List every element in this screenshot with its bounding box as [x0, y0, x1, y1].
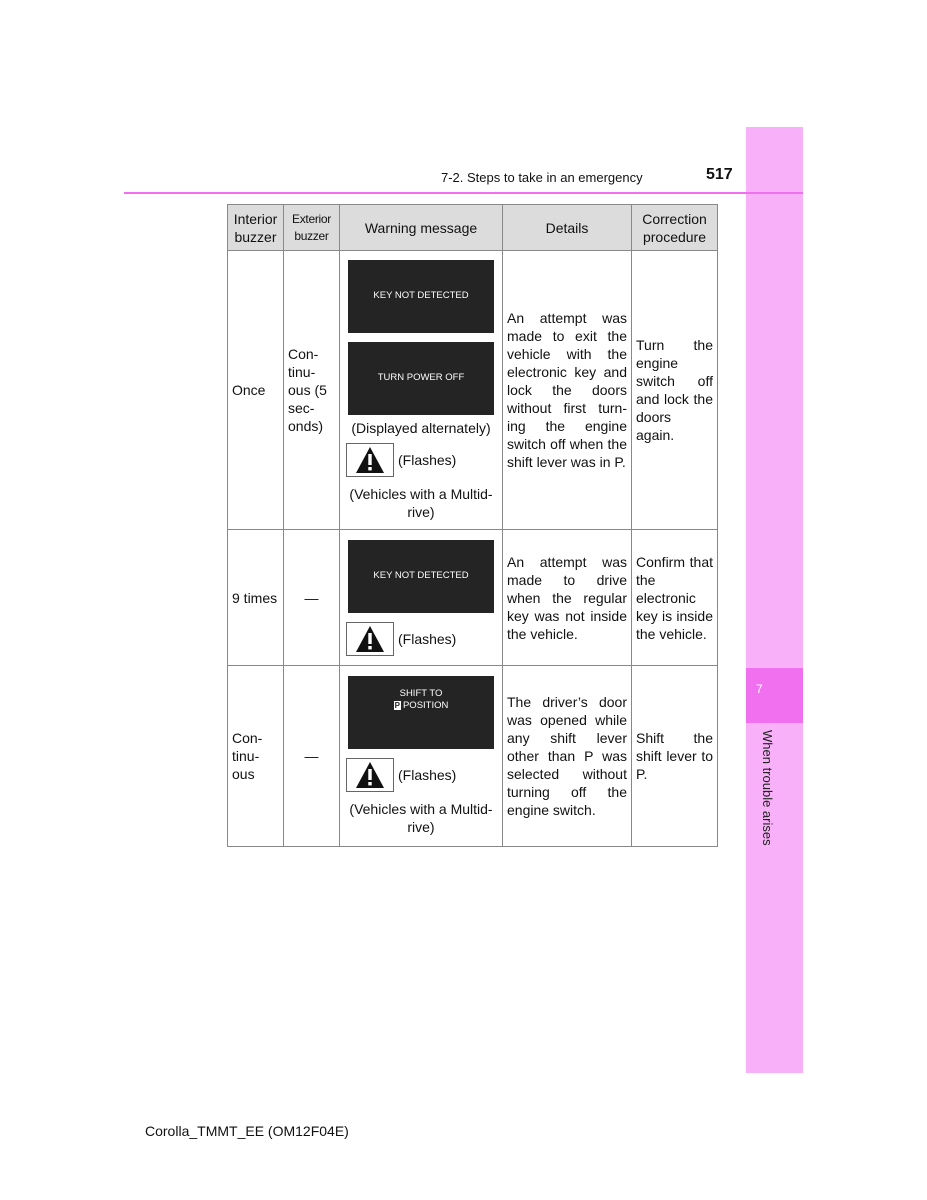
interior-buzzer-cell: Once — [228, 251, 284, 530]
display-screen — [348, 260, 494, 333]
table-row — [228, 251, 718, 530]
correction-cell: Turn the engine switch off and lock the doors again. — [632, 251, 718, 530]
flashes-label: (Flashes) — [398, 767, 457, 783]
warning-message-cell — [340, 530, 503, 666]
screen-text: SHIFT TO — [399, 688, 443, 699]
page-number: 517 — [706, 166, 733, 183]
chapter-tab[interactable] — [746, 668, 803, 723]
screen-text-position — [394, 700, 449, 712]
header-warning-message: Warning message — [340, 205, 503, 251]
exterior-buzzer-cell: — — [284, 530, 340, 666]
header-divider — [124, 192, 803, 194]
details-cell: The driver’s door was opened while any shift lever other than P was selected without turning off the engine switch. — [503, 666, 632, 847]
vehicle-note: (Vehicles with a Multid-rive) — [349, 801, 493, 835]
footer-manual-code: Corolla_TMMT_EE (OM12F04E) — [145, 1123, 349, 1139]
exterior-buzzer-cell: — — [284, 666, 340, 847]
chapter-number: 7 — [756, 682, 763, 696]
flash-indicator — [346, 622, 498, 656]
correction-cell: Confirm that the electronic key is inside the vehicle. — [632, 530, 718, 666]
p-position-badge: P — [394, 701, 400, 710]
exterior-buzzer-cell: Con-tinu-ous (5 sec-onds) — [284, 251, 340, 530]
display-screen — [348, 540, 494, 613]
header-interior-buzzer: Interior buzzer — [228, 205, 284, 251]
alternation-note: (Displayed alternately) — [351, 419, 491, 436]
display-screen — [348, 342, 494, 415]
warning-triangle-icon — [346, 758, 394, 792]
header-exterior-buzzer: Exterior buzzer — [284, 205, 340, 251]
vehicle-note: (Vehicles with a Multid-rive) — [349, 485, 493, 520]
interior-buzzer-cell: 9 times — [228, 530, 284, 666]
screen-text: POSITION — [402, 700, 449, 711]
interior-buzzer-cell: Con-tinu-ous — [228, 666, 284, 847]
display-screen — [348, 676, 494, 749]
flashes-label: (Flashes) — [398, 451, 457, 468]
header-details: Details — [503, 205, 632, 251]
warning-triangle-icon — [346, 443, 394, 477]
table-row — [228, 530, 718, 666]
warning-table — [227, 204, 718, 847]
header-correction-procedure: Correction procedure — [632, 205, 718, 251]
section-title: 7-2. Steps to take in an emergency — [441, 170, 643, 185]
screen-text: TURN POWER OFF — [377, 372, 465, 383]
screen-text: KEY NOT DETECTED — [373, 570, 469, 581]
flashes-label: (Flashes) — [398, 630, 457, 647]
flash-indicator — [346, 443, 498, 477]
chapter-title: When trouble arises — [760, 730, 775, 846]
table-header-row — [228, 205, 718, 251]
details-cell: An attempt was made to drive when the regular key was not inside the vehicle. — [503, 530, 632, 666]
screen-text: KEY NOT DETECTED — [373, 290, 469, 301]
details-cell: An attempt was made to exit the vehicle with the electronic key and lock the doors without first turn-ing the engine switch off when the shift lever was in P. — [503, 251, 632, 530]
table-row — [228, 666, 718, 847]
warning-triangle-icon — [346, 622, 394, 656]
correction-cell: Shift the shift lever to P. — [632, 666, 718, 847]
warning-message-cell — [340, 666, 503, 847]
flash-indicator — [346, 758, 498, 792]
warning-message-cell — [340, 251, 503, 530]
chapter-sidebar — [746, 127, 803, 1073]
